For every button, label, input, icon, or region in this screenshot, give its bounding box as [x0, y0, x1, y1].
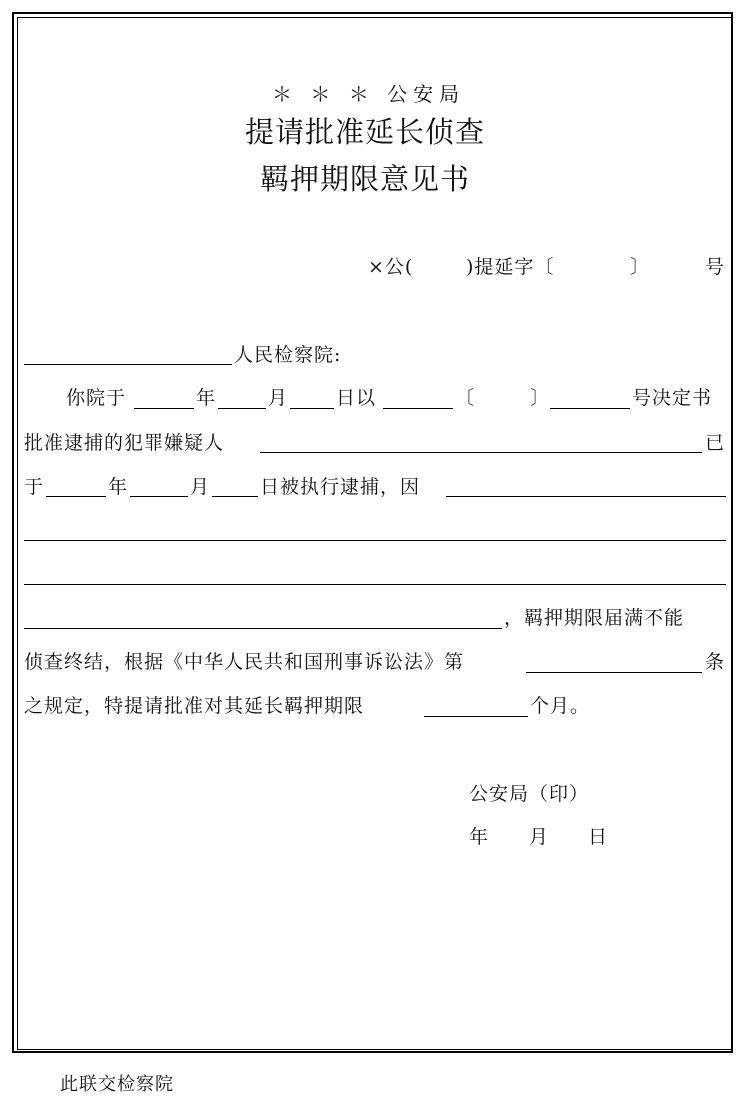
p2-text-a: 批准逮捕的犯罪嫌疑人 [24, 432, 225, 454]
p8-tail: 个月。 [530, 695, 591, 717]
p3-text-a: 于 [24, 476, 45, 498]
p1-bracket-open: 〔 [455, 387, 476, 409]
suspect-name-blank [260, 452, 702, 453]
document-title-line1: 提请批准延长侦查 [245, 115, 486, 149]
p3-day-blank [212, 496, 258, 497]
p3-month: 月 [190, 476, 211, 498]
p1-text-a: 你院于 [66, 387, 127, 409]
agency-name: ＊ ＊ ＊ 公安局 [272, 82, 466, 106]
p3-day: 日被执行逮捕，因 [260, 476, 421, 498]
p1-month: 月 [268, 387, 289, 409]
p1-number-blank [550, 408, 630, 409]
date-year: 年 [469, 826, 490, 848]
p7-tail: 条 [705, 651, 726, 673]
reason-blank-1 [446, 496, 726, 497]
addressee-blank [24, 364, 232, 365]
date-month: 月 [529, 826, 550, 848]
copy-note: 此联交检察院 [60, 1074, 174, 1095]
p1-year-blank [134, 408, 194, 409]
document-title-line2: 羁押期限意见书 [260, 162, 471, 196]
doc-number-prefix: ×公( [368, 256, 414, 278]
doc-number-middle: )提延字〔 [466, 256, 555, 278]
p1-year: 年 [196, 387, 217, 409]
doc-number-suffix: 号 [705, 256, 726, 278]
p7-text-a: 侦查终结，根据《中华人民共和国刑事诉讼法》第 [24, 651, 465, 673]
p3-year-blank [46, 496, 106, 497]
p1-day: 日以 [336, 387, 377, 409]
p6-tail: ，羁押期限届满不能 [504, 607, 685, 629]
p1-month-blank [218, 408, 266, 409]
p1-prefix-blank [383, 408, 453, 409]
p1-day-blank [290, 408, 334, 409]
reason-blank-2 [24, 540, 726, 541]
doc-number-bracket-close: 〕 [630, 256, 651, 278]
article-number-blank [526, 672, 702, 673]
p2-tail: 已 [705, 432, 726, 454]
p1-bracket-close: 〕 [530, 387, 551, 409]
date-day: 日 [588, 826, 609, 848]
p3-year: 年 [108, 476, 129, 498]
addressee-label: 人民检察院: [234, 344, 342, 366]
p8-text-a: 之规定，特提请批准对其延长羁押期限 [24, 695, 365, 717]
reason-blank-3 [24, 584, 726, 585]
reason-blank-4 [24, 628, 502, 629]
p1-tail: 号决定书 [632, 387, 713, 409]
seal-label: 公安局（印） [469, 783, 590, 805]
p3-month-blank [130, 496, 188, 497]
months-blank [424, 716, 528, 717]
